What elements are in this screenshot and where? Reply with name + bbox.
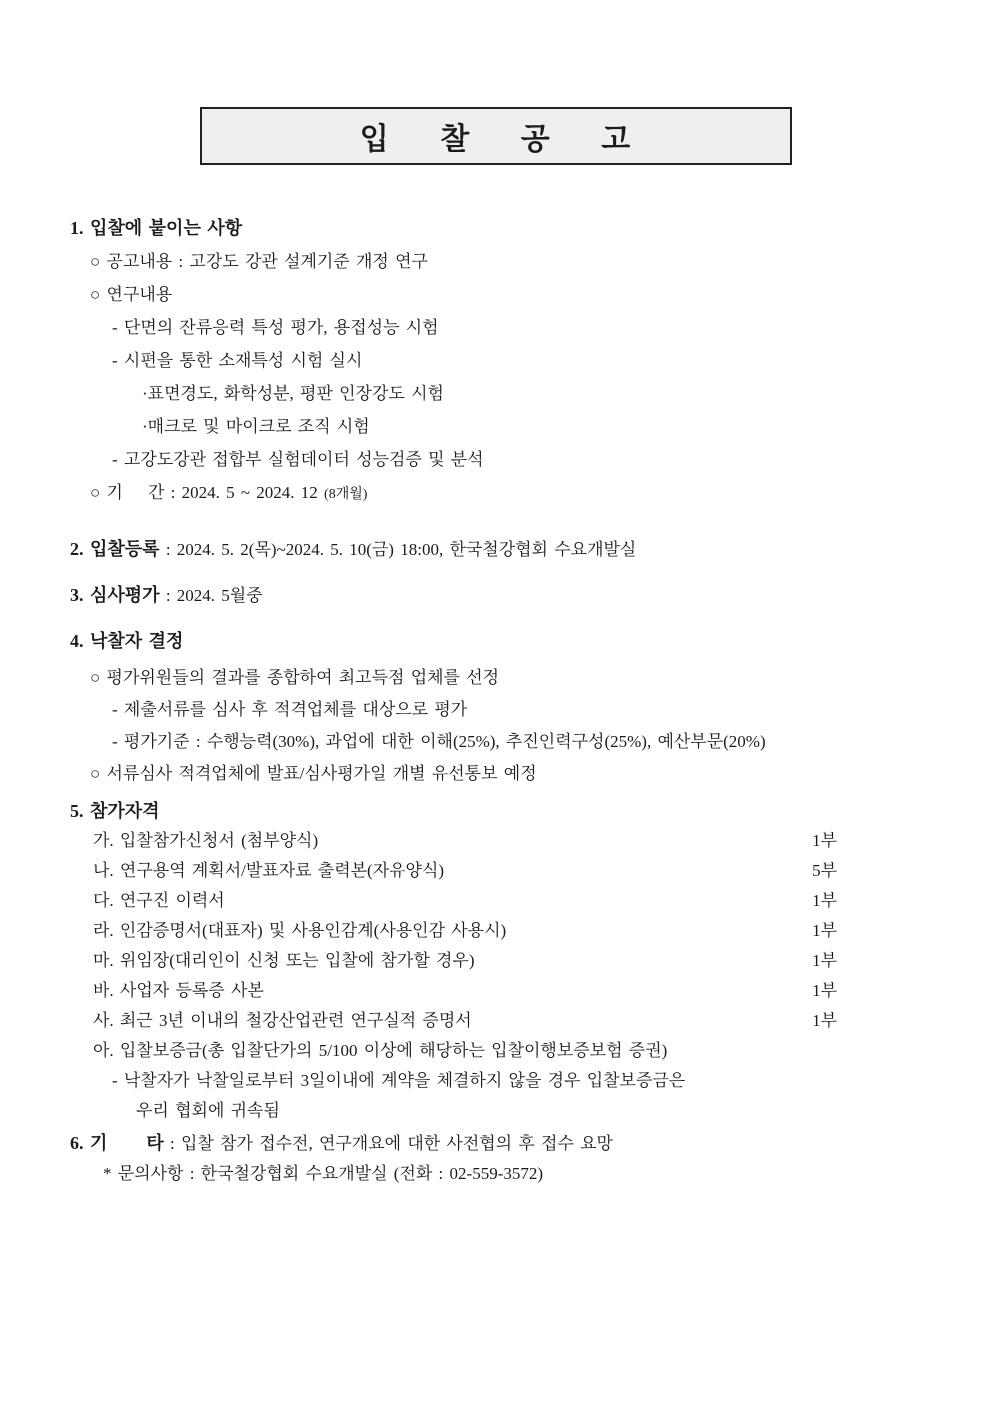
s1-item-joint-verification: - 고강도강관 접합부 실험데이터 성능검증 및 분석	[112, 450, 484, 469]
s5-row-label: 사. 최근 3년 이내의 철강산업관련 연구실적 증명서	[93, 1011, 472, 1030]
period-text: ○ 기 간 : 2024. 5 ~ 2024. 12	[90, 483, 325, 502]
section6-contact-note: * 문의사항 : 한국철강협회 수요개발실 (전화 : 02-559-3572)	[103, 1164, 544, 1183]
s5-deposit-note-1: - 낙찰자가 낙찰일로부터 3일이내에 계약을 체결하지 않을 경우 입찰보증금은	[112, 1071, 686, 1090]
s4-item-document-review: - 제출서류를 심사 후 적격업체를 대상으로 평가	[112, 700, 468, 719]
s5-row-label: 다. 연구진 이력서	[93, 891, 225, 910]
s5-row-ga	[0, 826, 992, 856]
s5-copy-count: 5부	[812, 861, 837, 880]
s5-row-label: 마. 위임장(대리인이 신청 또는 입찰에 참가할 경우)	[93, 951, 475, 970]
s5-row-label: 나. 연구용역 계획서/발표자료 출력본(자유양식)	[93, 861, 445, 880]
s5-row-label: 바. 사업자 등록증 사본	[93, 981, 264, 1000]
s5-copy-count: 1부	[812, 891, 837, 910]
s5-row-label: 라. 인감증명서(대표자) 및 사용인감계(사용인감 사용시)	[93, 921, 507, 940]
s5-row-ma	[0, 946, 992, 976]
s1-item-macro-micro: ·매크로 및 마이크로 조직 시험	[142, 417, 370, 436]
s5-row-da	[0, 886, 992, 916]
s1-item-surface-hardness: ·표면경도, 화학성분, 평판 인장강도 시험	[142, 384, 444, 403]
s5-row-ra	[0, 916, 992, 946]
title-box	[200, 107, 792, 165]
section2-value: : 2024. 5. 2(목)~2024. 5. 10(금) 18:00, 한국철강협회 수요개발실	[159, 540, 637, 559]
section2-label: 2. 입찰등록	[70, 539, 160, 559]
s5-copy-count: 1부	[812, 831, 837, 850]
section3-value: : 2024. 5월중	[159, 586, 263, 605]
section3-line	[0, 579, 992, 612]
s5-copy-count: 1부	[812, 951, 837, 970]
document-body	[0, 212, 992, 1189]
section3-label: 3. 심사평가	[70, 585, 160, 605]
section5-heading: 5. 참가자격	[70, 801, 160, 821]
document-title: 입 찰 공 고	[359, 123, 633, 156]
section1-heading: 1. 입찰에 붙이는 사항	[70, 218, 243, 238]
s5-row-sa	[0, 1006, 992, 1036]
s5-row-ah-deposit: 아. 입찰보증금(총 입찰단가의 5/100 이상에 해당하는 입찰이행보증보험 증권)	[93, 1041, 668, 1060]
period-duration: (8개월)	[324, 487, 368, 502]
s5-copy-count: 1부	[812, 1011, 837, 1030]
section4-heading: 4. 낙찰자 결정	[70, 631, 184, 651]
section2-line	[0, 533, 992, 566]
section6-value: : 입찰 참가 접수전, 연구개요에 대한 사전협의 후 접수 요망	[163, 1134, 613, 1153]
s4-item-selection: ○ 평가위원들의 결과를 종합하여 최고득점 업체를 선정	[90, 668, 500, 687]
s5-row-ba	[0, 976, 992, 1006]
s5-deposit-note-2: 우리 협회에 귀속됨	[136, 1101, 280, 1120]
s5-copy-count: 1부	[812, 981, 837, 1000]
s1-item-residual-stress: - 단면의 잔류응력 특성 평가, 용접성능 시험	[112, 318, 439, 337]
s1-item-announcement: ○ 공고내용 : 고강도 강관 설계기준 개정 연구	[90, 252, 428, 271]
s5-copy-count: 1부	[812, 921, 837, 940]
s5-row-na	[0, 856, 992, 886]
s4-item-notification: ○ 서류심사 적격업체에 발표/심사평가일 개별 유선통보 예정	[90, 764, 537, 783]
s1-item-research-content: ○ 연구내용	[90, 285, 173, 304]
section6-line	[0, 1128, 992, 1159]
s5-row-label: 가. 입찰참가신청서 (첨부양식)	[93, 831, 319, 850]
section6-label: 6. 기 타	[70, 1133, 164, 1153]
s1-item-specimen-test: - 시편을 통한 소재특성 시험 실시	[112, 351, 363, 370]
s4-item-criteria: - 평가기준 : 수행능력(30%), 과업에 대한 이해(25%), 추진인력구성(25%), 예산부문(20%)	[112, 732, 766, 751]
s1-item-period	[0, 476, 992, 511]
